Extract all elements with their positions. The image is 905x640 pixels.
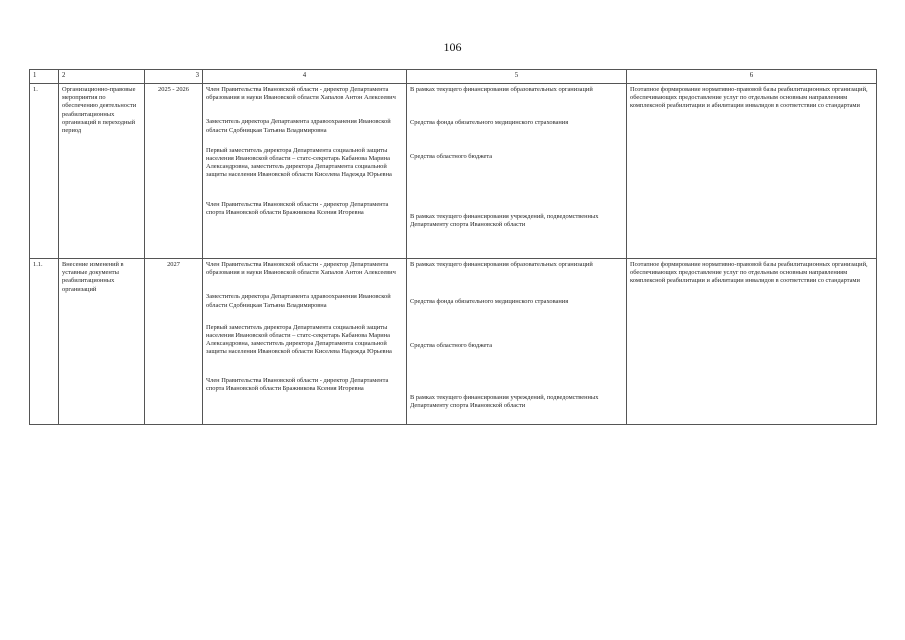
executor: Заместитель директора Департамента здравоохранения Ивановской области Сдобницкая Татьяна Владимировна [206, 118, 391, 134]
executor: Первый заместитель директора Департамента социальной защиты населения Ивановской области – статс-секретарь Кабанова Марина Александровна, заместитель директора Департамента социальной защиты населения Ивановской области Киселева Надежда Юрьевна [206, 323, 392, 356]
row-number: 1.1. [30, 259, 59, 425]
executor: Член Правительства Ивановской области - директор Департамента образования и науки Ивановской области Хапалов Антон Алексеевич [206, 86, 396, 102]
executor: Член Правительства Ивановской области - директор Департамента спорта Ивановской области Бражникова Ксения Игоревна [206, 376, 389, 392]
row-number: 1. [30, 84, 59, 259]
expected-result: Поэтапное формирование нормативно-правовой базы реабилитационных организаций, обеспечивающих предоставление услуг по отдельным основным направлениям комплексной реабилитации и абилитации инвалидов в соответствии со стандартами [627, 84, 877, 259]
executor: Член Правительства Ивановской области - директор Департамента образования и науки Ивановской области Хапалов Антон Алексеевич [206, 261, 396, 277]
funding-source: В рамках текущего финансирования учреждений, подведомственных Департаменту спорта Ивановской области [410, 393, 599, 409]
event-name: Внесение изменений в уставные документы реабилитационных организаций [59, 259, 145, 425]
funding-source: Средства областного бюджета [410, 342, 493, 350]
executor: Первый заместитель директора Департамента социальной защиты населения Ивановской области – статс-секретарь Кабанова Марина Александровна, заместитель директора Департамента социальной защиты населения Ивановской области Киселева Надежда Юрьевна [206, 146, 392, 179]
executors-cell [203, 84, 407, 259]
funding-source: В рамках текущего финансирования учреждений, подведомственных Департаменту спорта Ивановской области [410, 212, 599, 228]
table-row [30, 259, 877, 425]
header-cell: 3 [145, 70, 203, 84]
table-header-row [30, 70, 877, 84]
header-cell: 5 [407, 70, 627, 84]
page-number: 106 [443, 40, 462, 54]
funding-source: Средства фонда обязательного медицинского страхования [410, 119, 569, 127]
funding-source: Средства областного бюджета [410, 153, 493, 161]
funding-source: В рамках текущего финансирования образовательных организаций [410, 86, 593, 93]
header-cell: 6 [627, 70, 877, 84]
executor: Член Правительства Ивановской области - директор Департамента спорта Ивановской области Бражникова Ксения Игоревна [206, 200, 389, 216]
funding-cell [407, 259, 627, 425]
header-cell: 4 [203, 70, 407, 84]
event-name: Организационно-правовые мероприятия по обеспечению деятельности реабилитационных организаций в переходный период [59, 84, 145, 259]
header-cell: 2 [59, 70, 145, 84]
funding-cell [407, 84, 627, 259]
executors-cell [203, 259, 407, 425]
plan-table [29, 69, 877, 425]
header-cell: 1 [30, 70, 59, 84]
funding-source: Средства фонда обязательного медицинского страхования [410, 298, 569, 306]
event-years: 2025 - 2026 [145, 84, 203, 259]
table-row [30, 84, 877, 259]
executor: Заместитель директора Департамента здравоохранения Ивановской области Сдобницкая Татьяна Владимировна [206, 293, 391, 309]
expected-result: Поэтапное формирование нормативно-правовой базы реабилитационных организаций, обеспечивающих предоставление услуг по отдельным основным направлениям комплексной реабилитации и абилитации инвалидов в соответствии со стандартами [627, 259, 877, 425]
funding-source: В рамках текущего финансирования образовательных организаций [410, 261, 593, 268]
event-years: 2027 [145, 259, 203, 425]
